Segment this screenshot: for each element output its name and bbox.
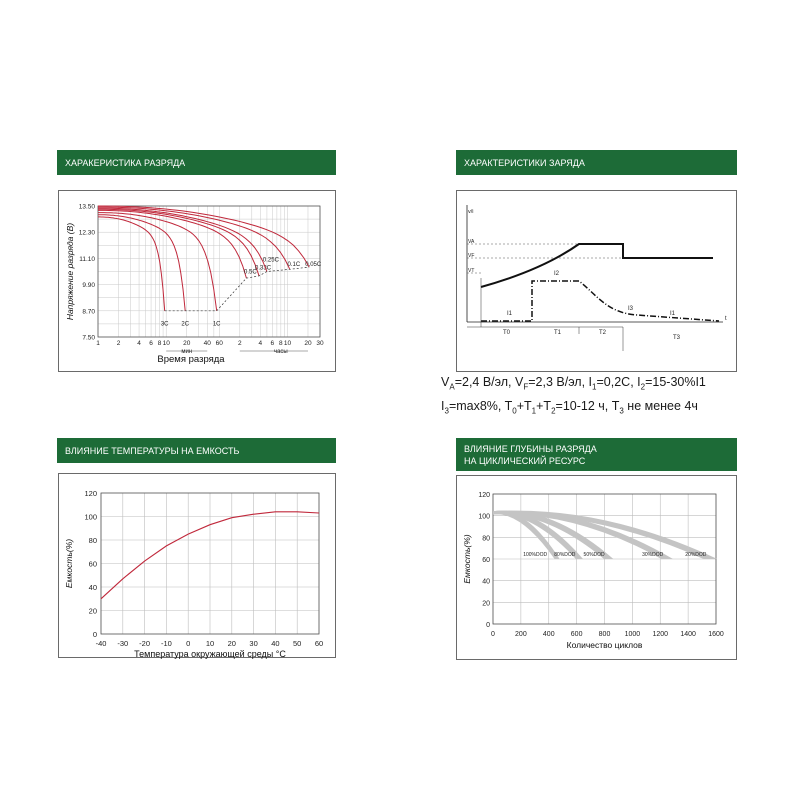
charge-header xyxy=(456,150,737,175)
t3-sub: 3 xyxy=(619,406,624,415)
charge-chart xyxy=(457,191,738,373)
t3-label: T xyxy=(611,398,620,413)
x-tick-label: -30 xyxy=(117,639,129,648)
temperature-header-title: ВЛИЯНИЕ ТЕМПЕРАТУРЫ НА ЕМКОСТЬ xyxy=(65,445,240,456)
x-unit-min: мин xyxy=(181,349,193,355)
x-axis-label: t xyxy=(725,316,727,322)
series-label: 1C xyxy=(212,321,221,328)
x-tick-label: 8 xyxy=(279,340,283,347)
i1-text: =0,2C, xyxy=(596,375,638,389)
level-label: VF xyxy=(468,253,475,259)
x-axis-label: Количество циклов xyxy=(566,640,643,650)
i3-label: I xyxy=(441,398,445,413)
i3-text: =max8%, xyxy=(448,398,505,413)
y-tick-label: 0 xyxy=(92,630,97,639)
level-label: VT xyxy=(468,268,475,274)
x-tick-label: 60 xyxy=(215,340,223,347)
x-tick-label: 10 xyxy=(283,340,292,347)
x-tick-label: 10 xyxy=(205,639,215,648)
x-unit-hours: часы xyxy=(273,349,288,355)
y-tick-label: 80 xyxy=(88,536,97,545)
x-tick-label: 50 xyxy=(293,639,302,648)
t1-sub: 1 xyxy=(531,406,537,415)
discharge-chart xyxy=(59,191,337,373)
i2-text: =15-30%I1 xyxy=(645,375,706,389)
series-label: 100%DOD xyxy=(523,551,548,558)
x-tick-label: 0 xyxy=(491,631,495,638)
x-tick-label: 30 xyxy=(249,639,258,648)
level-label: VA xyxy=(468,239,475,245)
x-tick-label: 1600 xyxy=(708,631,724,638)
x-tick-label: 1200 xyxy=(652,631,669,638)
series-label: 30%DOD xyxy=(642,551,664,558)
series-label: 0.25C xyxy=(262,257,279,264)
t2-text: =10-12 ч, xyxy=(555,398,612,413)
vf-text: =2,3 В/эл, xyxy=(528,375,589,389)
x-tick-label: 20 xyxy=(304,340,312,347)
x-tick-label: 4 xyxy=(137,340,141,347)
depth-header-line2: НА ЦИКЛИЧЕСКИЙ РЕСУРС xyxy=(464,455,586,466)
x-tick-label: 2 xyxy=(116,340,121,347)
y-axis-label: Емкость(%) xyxy=(64,538,74,589)
current-label: I3 xyxy=(628,306,634,312)
current-label: I1 xyxy=(507,311,513,317)
y-tick-label: 20 xyxy=(482,600,490,608)
charge-formula-line2 xyxy=(441,397,793,421)
y-tick-label: 12.30 xyxy=(78,229,95,237)
depth-header xyxy=(456,438,737,471)
depth-chart xyxy=(457,476,738,661)
series-label: 0.33C xyxy=(255,265,272,272)
x-tick-label: 30 xyxy=(316,340,324,347)
x-tick-label: 4 xyxy=(258,340,263,347)
x-tick-label: 6 xyxy=(270,340,275,347)
discharge-header-title: ХАРАКЕРИСТИКА РАЗРЯДА xyxy=(65,157,186,168)
temperature-chart-panel xyxy=(58,473,336,658)
charge-header-title: ХАРАКТЕРИСТИКИ ЗАРЯДА xyxy=(464,157,585,168)
t0-label: T xyxy=(504,398,513,413)
x-tick-label: 20 xyxy=(183,340,191,347)
temperature-header xyxy=(57,438,336,463)
temperature-chart xyxy=(59,474,337,659)
charge-chart-panel xyxy=(456,190,737,372)
discharge-curve xyxy=(98,210,246,278)
y-tick-label: 40 xyxy=(482,578,490,586)
x-tick-label: 20 xyxy=(227,639,236,648)
time-label: T3 xyxy=(673,335,681,341)
y-tick-label: 40 xyxy=(88,583,97,592)
series-label: 0.05C xyxy=(305,262,322,269)
y-tick-label: 9.90 xyxy=(82,282,95,290)
x-axis-label: Температура окружающей среды °С xyxy=(134,649,286,659)
discharge-header xyxy=(57,150,336,175)
y-tick-label: 7.50 xyxy=(82,334,95,342)
time-label: T0 xyxy=(503,330,511,336)
discharge-curve xyxy=(98,215,185,311)
t0-text: +T xyxy=(516,398,532,413)
x-tick-label: 6 xyxy=(149,340,153,347)
y-axis-label: Напряжение разряда (В) xyxy=(65,222,75,321)
y-tick-label: 60 xyxy=(482,557,490,564)
y-tick-label: 120 xyxy=(84,489,97,498)
i3-sub: 3 xyxy=(444,406,449,415)
y-tick-label: 0 xyxy=(486,622,490,629)
series-label: 50%DOD xyxy=(583,551,605,558)
t0-sub: 0 xyxy=(512,406,517,415)
charge-formula-line1 xyxy=(441,373,793,397)
series-label: 2C xyxy=(181,321,190,328)
discharge-curve xyxy=(98,207,290,272)
x-tick-label: 1400 xyxy=(680,631,696,638)
y-axis-label: v/i xyxy=(468,209,474,215)
y-tick-label: 80 xyxy=(482,535,490,543)
current-label: I1 xyxy=(670,311,676,317)
y-tick-label: 120 xyxy=(478,492,490,499)
vf-label: V xyxy=(515,375,524,389)
t3-text: не менее 4ч xyxy=(623,398,698,413)
y-tick-label: 11.10 xyxy=(79,255,95,263)
x-tick-label: 0 xyxy=(186,639,191,648)
series-label: 0.1C xyxy=(287,262,301,269)
y-axis-label: Емкость(%) xyxy=(462,534,472,584)
time-label: T2 xyxy=(599,330,607,336)
depth-chart-panel xyxy=(456,475,737,660)
x-tick-label: 800 xyxy=(598,631,611,638)
series-label: 0.5C xyxy=(244,269,257,276)
voltage-curve xyxy=(481,244,713,287)
x-tick-label: -40 xyxy=(95,639,107,648)
t2-sub: 2 xyxy=(551,406,556,415)
time-label: T1 xyxy=(554,330,562,336)
charge-formula xyxy=(441,373,793,420)
current-label: I2 xyxy=(554,271,560,277)
x-tick-label: 40 xyxy=(203,340,211,347)
i2-label: I xyxy=(637,375,641,389)
x-tick-label: 8 xyxy=(157,340,162,347)
x-tick-label: 200 xyxy=(515,631,527,638)
va-sub: A xyxy=(449,382,455,392)
x-tick-label: 1000 xyxy=(624,631,641,638)
x-tick-label: 400 xyxy=(542,631,555,638)
discharge-curve xyxy=(98,217,165,311)
va-label: V xyxy=(441,375,450,389)
discharge-chart-panel xyxy=(58,190,336,372)
y-tick-label: 60 xyxy=(88,559,97,569)
y-tick-label: 13.50 xyxy=(78,203,95,211)
t1-text: +T xyxy=(536,398,552,413)
x-tick-label: 2 xyxy=(237,340,242,347)
series-label: 80%DOD xyxy=(554,551,576,558)
x-tick-label: 10 xyxy=(162,340,170,347)
y-tick-label: 100 xyxy=(478,513,490,521)
x-tick-label: 40 xyxy=(271,639,280,648)
x-tick-label: -20 xyxy=(139,639,151,648)
i1-label: I xyxy=(588,375,593,389)
current-curve xyxy=(481,281,719,321)
y-tick-label: 20 xyxy=(88,606,97,616)
i2-sub: 2 xyxy=(640,382,646,392)
vf-sub: F xyxy=(523,382,529,392)
y-tick-label: 100 xyxy=(84,512,97,522)
x-tick-label: 60 xyxy=(314,639,324,648)
va-text: =2,4 В/эл, xyxy=(454,375,515,389)
x-tick-label: -10 xyxy=(160,639,172,648)
x-tick-label: 600 xyxy=(570,631,583,638)
series-label: 3C xyxy=(160,321,169,328)
y-tick-label: 8.70 xyxy=(82,308,95,316)
x-axis-label: Время разряда xyxy=(157,354,225,365)
series-label: 20%DOD xyxy=(685,551,707,558)
depth-header-line1: ВЛИЯНИЕ ГЛУБИНЫ РАЗРЯДА xyxy=(464,443,597,454)
x-tick-label: 1 xyxy=(96,340,100,347)
i1-sub: 1 xyxy=(592,382,597,392)
